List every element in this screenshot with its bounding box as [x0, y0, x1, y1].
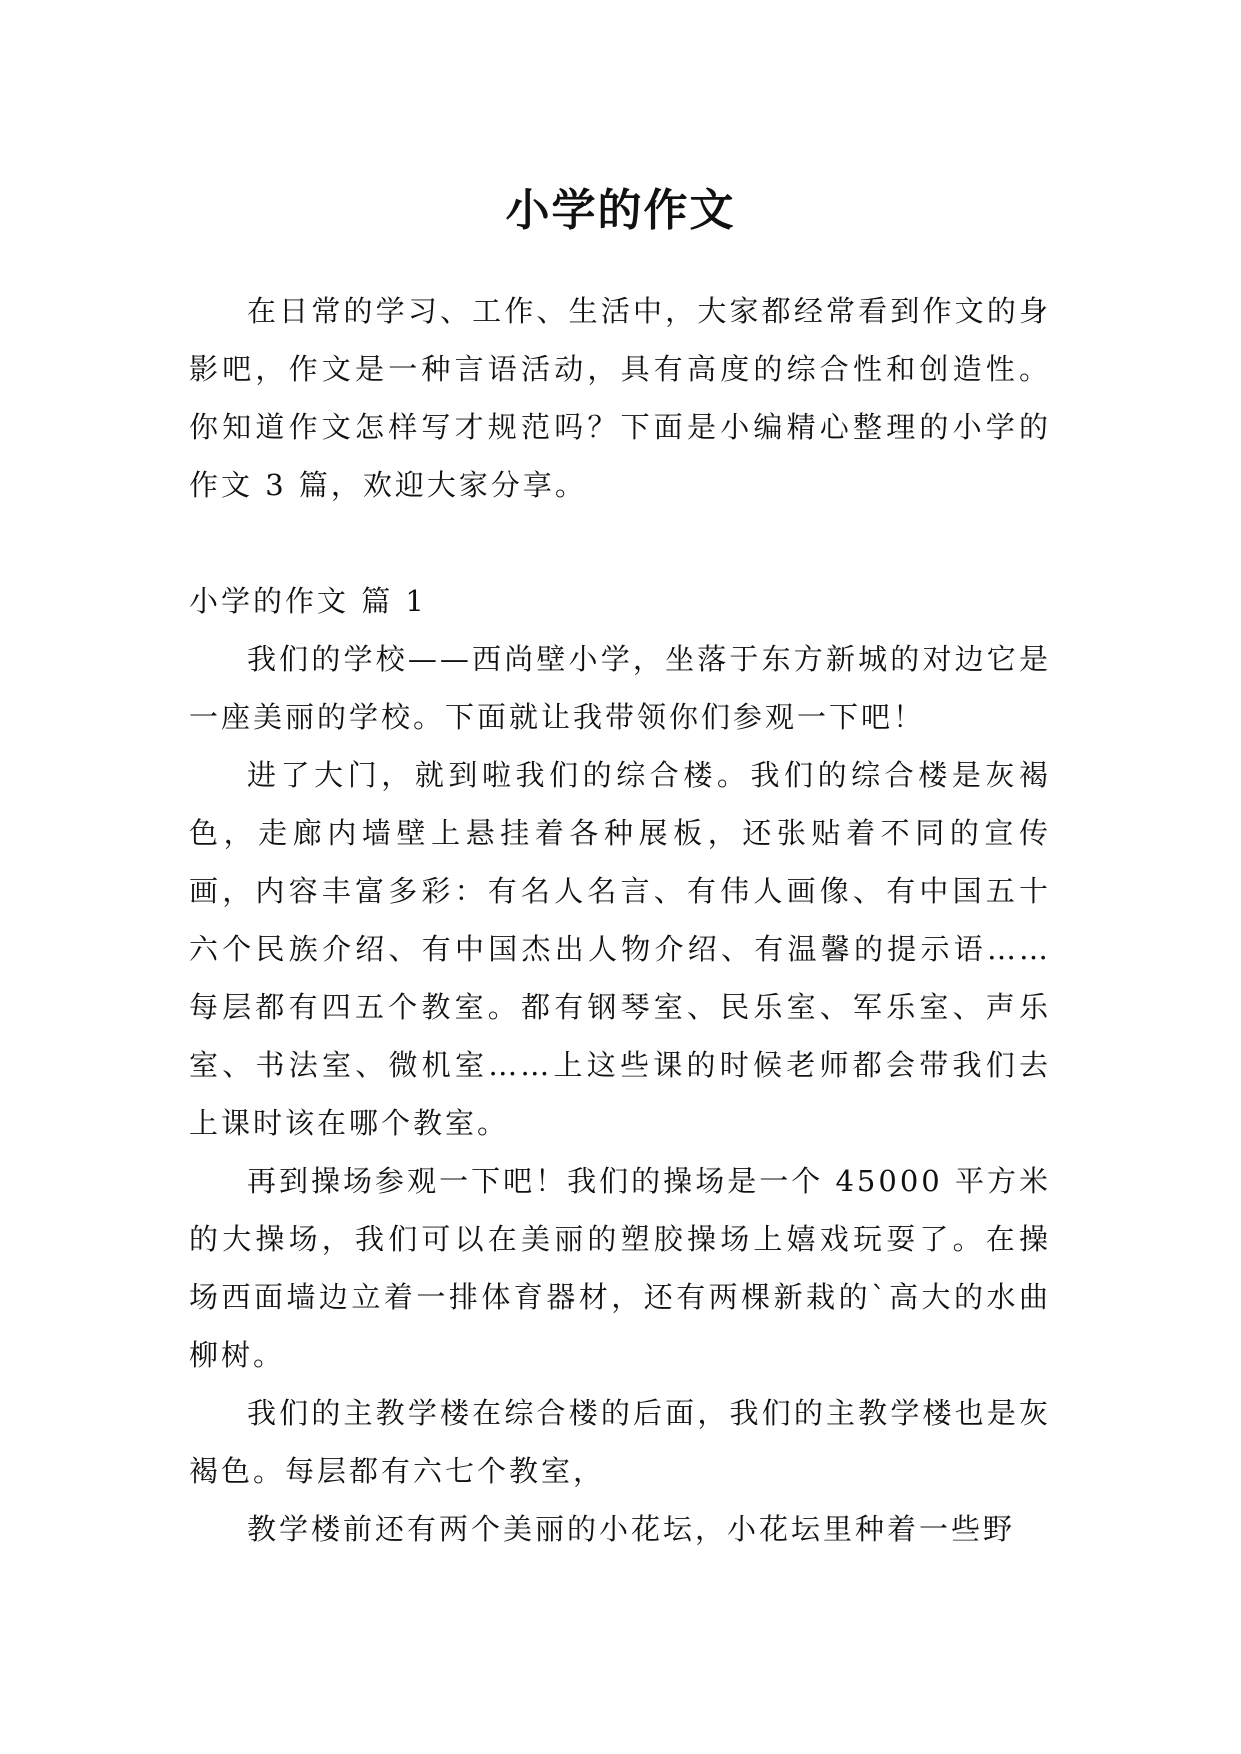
document-body [189, 282, 1051, 1558]
body-paragraph: 我们的学校——西尚壁小学，坐落于东方新城的对边它是一座美丽的学校。下面就让我带领你们参观一下吧！ [189, 642, 1051, 734]
body-paragraph: 教学楼前还有两个美丽的小花坛，小花坛里种着一些野 [247, 1512, 1016, 1546]
intro-paragraph: 在日常的学习、工作、生活中，大家都经常看到作文的身影吧，作文是一种言语活动，具有高度的综合性和创造性。你知道作文怎样写才规范吗？下面是小编精心整理的小学的作文 3 篇，欢迎大家分享。 [189, 294, 1051, 502]
body-paragraph: 进了大门，就到啦我们的综合楼。我们的综合楼是灰褐色，走廊内墙壁上悬挂着各种展板，还张贴着不同的宣传画，内容丰富多彩：有名人名言、有伟人画像、有中国五十六个民族介绍、有中国杰出人物介绍、有温馨的提示语……每层都有四五个教室。都有钢琴室、民乐室、军乐室、声乐室、书法室、微机室……上这些课的时候老师都会带我们去上课时该在哪个教室。 [189, 758, 1051, 1140]
body-paragraph: 再到操场参观一下吧！我们的操场是一个 45000 平方米的大操场，我们可以在美丽的塑胶操场上嬉戏玩耍了。在操场西面墙边立着一排体育器材，还有两棵新栽的`高大的水曲柳树。 [189, 1164, 1051, 1372]
page-title: 小学的作文 [505, 185, 736, 237]
section-heading: 小学的作文 篇 1 [189, 584, 427, 618]
body-paragraph: 我们的主教学楼在综合楼的后面，我们的主教学楼也是灰褐色。每层都有六七个教室， [189, 1396, 1051, 1488]
